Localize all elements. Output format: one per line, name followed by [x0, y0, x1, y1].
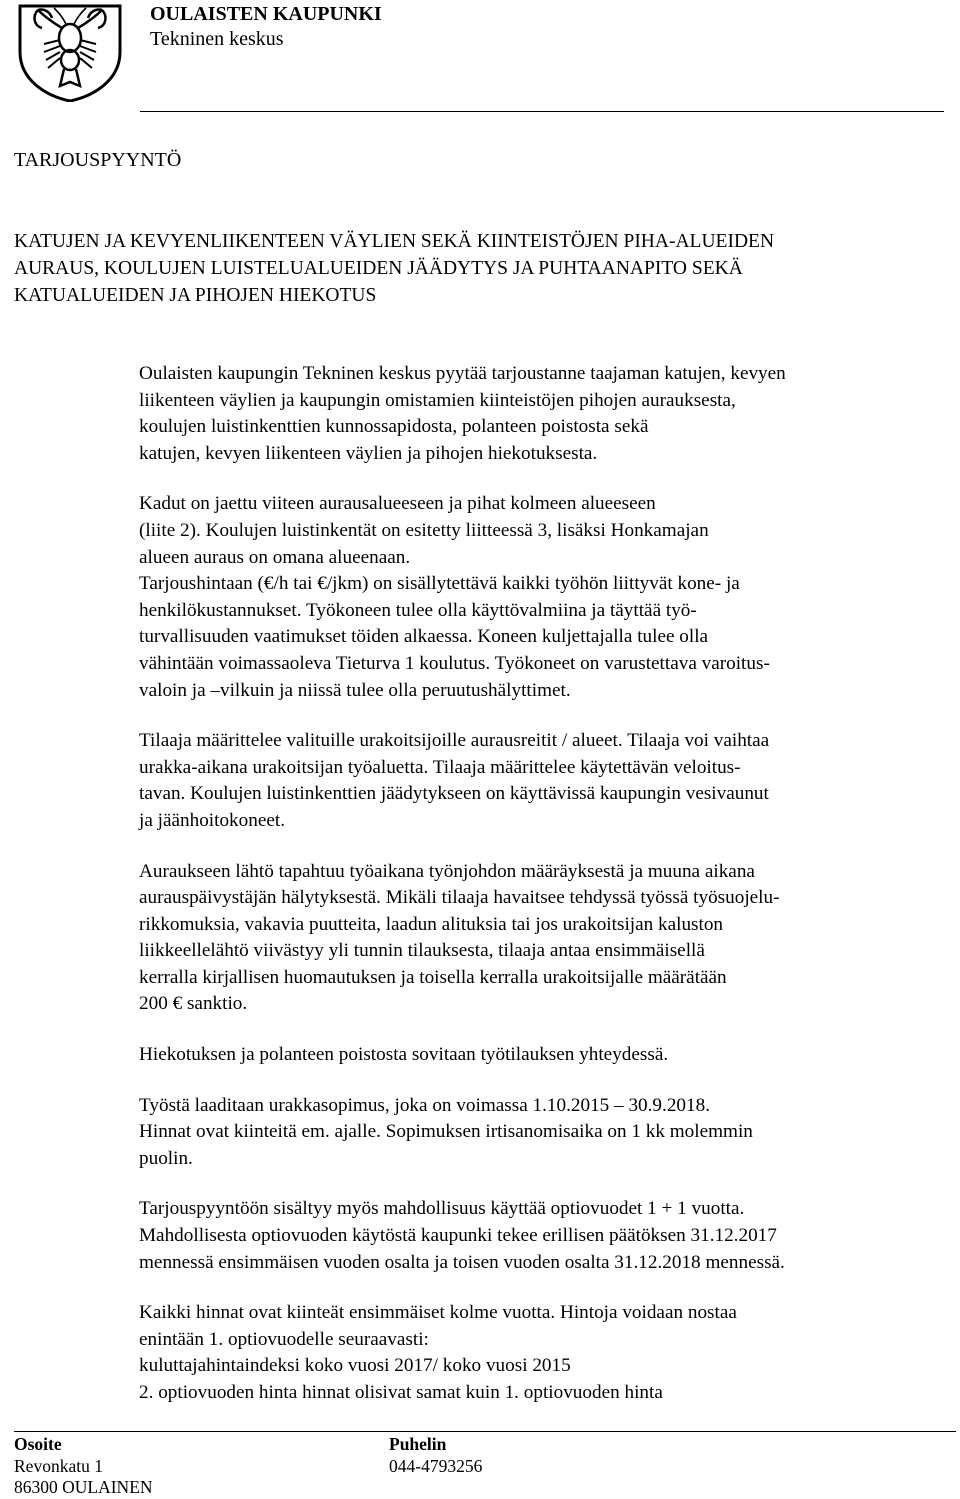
body-paragraph [139, 361, 939, 467]
organization-unit: Tekninen keskus [150, 28, 284, 50]
document-title [14, 228, 934, 309]
paragraph-line: puolin. [139, 1147, 193, 1169]
paragraph-line: aurauspäivystäjän hälytyksestä. Mikäli tilaaja havaitsee tehdyssä työssä työsuojelu- [139, 887, 780, 909]
paragraph-line: Työstä laaditaan urakkasopimus, joka on voimassa 1.10.2015 – 30.9.2018. [139, 1094, 710, 1116]
body-paragraph [139, 491, 939, 704]
paragraph-line: Oulaisten kaupungin Tekninen keskus pyytää tarjoustanne taajaman katujen, kevyen [139, 363, 786, 384]
paragraph-line: alueen auraus on omana alueenaan. [139, 546, 411, 568]
address-label: Osoite [14, 1434, 62, 1454]
paragraph-line: turvallisuuden vaatimukset töiden alkaessa. Koneen kuljettajalla tulee olla [139, 626, 709, 648]
paragraph-line: enintään 1. optiovuodelle seuraavasti: [139, 1328, 429, 1350]
document-type: TARJOUSPYYNTÖ [14, 149, 182, 171]
body-paragraph [139, 1093, 939, 1173]
paragraph-line: henkilökustannukset. Työkoneen tulee olla käyttövalmiina ja täyttää työ- [139, 599, 697, 621]
phone-label: Puhelin [389, 1434, 447, 1454]
body-paragraph [139, 859, 939, 1019]
header-divider [140, 111, 944, 112]
paragraph-line: Tarjouspyyntöön sisältyy myös mahdollisuus käyttää optiovuodet 1 + 1 vuotta. [139, 1198, 745, 1220]
paragraph-line: kuluttajahintaindeksi koko vuosi 2017/ koko vuosi 2015 [139, 1355, 571, 1377]
paragraph-line: liikkeellelähtö viivästyy yli tunnin tilauksesta, tilaaja antaa ensimmäisellä [139, 940, 705, 962]
paragraph-line: katujen, kevyen liikenteen väylien ja pihojen hiekotuksesta. [139, 442, 598, 464]
paragraph-line: (liite 2). Koulujen luistinkentät on esitetty liitteessä 3, lisäksi Honkamajan [139, 519, 709, 541]
paragraph-line: 200 € sanktio. [139, 993, 248, 1015]
paragraph-line: liikenteen väylien ja kaupungin omistamien kiinteistöjen pihojen aurauksesta, [139, 389, 736, 411]
paragraph-line: mennessä ensimmäisen vuoden osalta ja toisen vuoden osalta 31.12.2018 mennessä. [139, 1251, 785, 1273]
paragraph-line: Auraukseen lähtö tapahtuu työaikana työnjohdon määräyksestä ja muuna aikana [139, 860, 755, 882]
paragraph-line: Hinnat ovat kiinteitä em. ajalle. Sopimuksen irtisanomisaika on 1 kk molemmin [139, 1121, 753, 1143]
footer-divider [14, 1431, 956, 1432]
paragraph-line: ja jäänhoitokoneet. [139, 809, 285, 831]
coat-of-arms-icon [14, 2, 126, 102]
body-paragraph [139, 1300, 939, 1406]
paragraph-line: Mahdollisesta optiovuoden käytöstä kaupunki tekee erillisen päätöksen 31.12.2017 [139, 1225, 777, 1247]
body-paragraph [139, 1196, 939, 1276]
paragraph-line: Tarjoushintaan (€/h tai €/jkm) on sisällytettävä kaikki työhön liittyvät kone- ja [139, 573, 740, 595]
document-title-line: AURAUS, KOULUJEN LUISTELUALUEIDEN JÄÄDYTYS JA PUHTAANAPITO SEKÄ [14, 258, 743, 279]
paragraph-line: tavan. Koulujen luistinkenttien jäädytykseen on käyttävissä kaupungin vesivaunut [139, 783, 769, 805]
paragraph-line: kerralla kirjallisen huomautuksen ja toisella kerralla urakoitsijalle määrätään [139, 966, 727, 988]
paragraph-line: Hiekotuksen ja polanteen poistosta sovitaan työtilauksen yhteydessä. [139, 1044, 669, 1066]
paragraph-line: 2. optiovuoden hinta hinnat olisivat samat kuin 1. optiovuoden hinta [139, 1382, 663, 1403]
paragraph-line: Kaikki hinnat ovat kiinteät ensimmäiset kolme vuotta. Hintoja voidaan nostaa [139, 1302, 737, 1324]
address-postal: 86300 OULAINEN [14, 1477, 153, 1497]
body-paragraph [139, 1042, 939, 1069]
paragraph-line: rikkomuksia, vakavia puutteita, laadun alituksia tai jos urakoitsijan kaluston [139, 913, 724, 935]
paragraph-line: Tilaaja määrittelee valituille urakoitsijoille aurausreitit / alueet. Tilaaja voi vaihtaa [139, 730, 770, 752]
address-street: Revonkatu 1 [14, 1455, 103, 1476]
document-body [139, 361, 939, 1431]
organization-name: OULAISTEN KAUPUNKI [150, 3, 382, 25]
footer-phone [389, 1434, 482, 1477]
document-title-line: KATUALUEIDEN JA PIHOJEN HIEKOTUS [14, 285, 377, 306]
paragraph-line: Kadut on jaettu viiteen aurausalueeseen ja pihat kolmeen alueeseen [139, 493, 656, 515]
paragraph-line: koulujen luistinkenttien kunnossapidosta, polanteen poistosta sekä [139, 416, 649, 438]
footer-address [14, 1434, 153, 1499]
paragraph-line: vähintään voimassaoleva Tieturva 1 koulutus. Työkoneet on varustettava varoitus- [139, 652, 770, 674]
document-title-line: KATUJEN JA KEVYENLIIKENTEEN VÄYLIEN SEKÄ KIINTEISTÖJEN PIHA-ALUEIDEN [14, 231, 775, 252]
body-paragraph [139, 728, 939, 834]
phone-number: 044-4793256 [389, 1455, 483, 1476]
paragraph-line: valoin ja –vilkuin ja niissä tulee olla peruutushälyttimet. [139, 679, 571, 701]
paragraph-line: urakka-aikana urakoitsijan työaluetta. Tilaaja määrittelee käytettävän veloitus- [139, 756, 741, 778]
